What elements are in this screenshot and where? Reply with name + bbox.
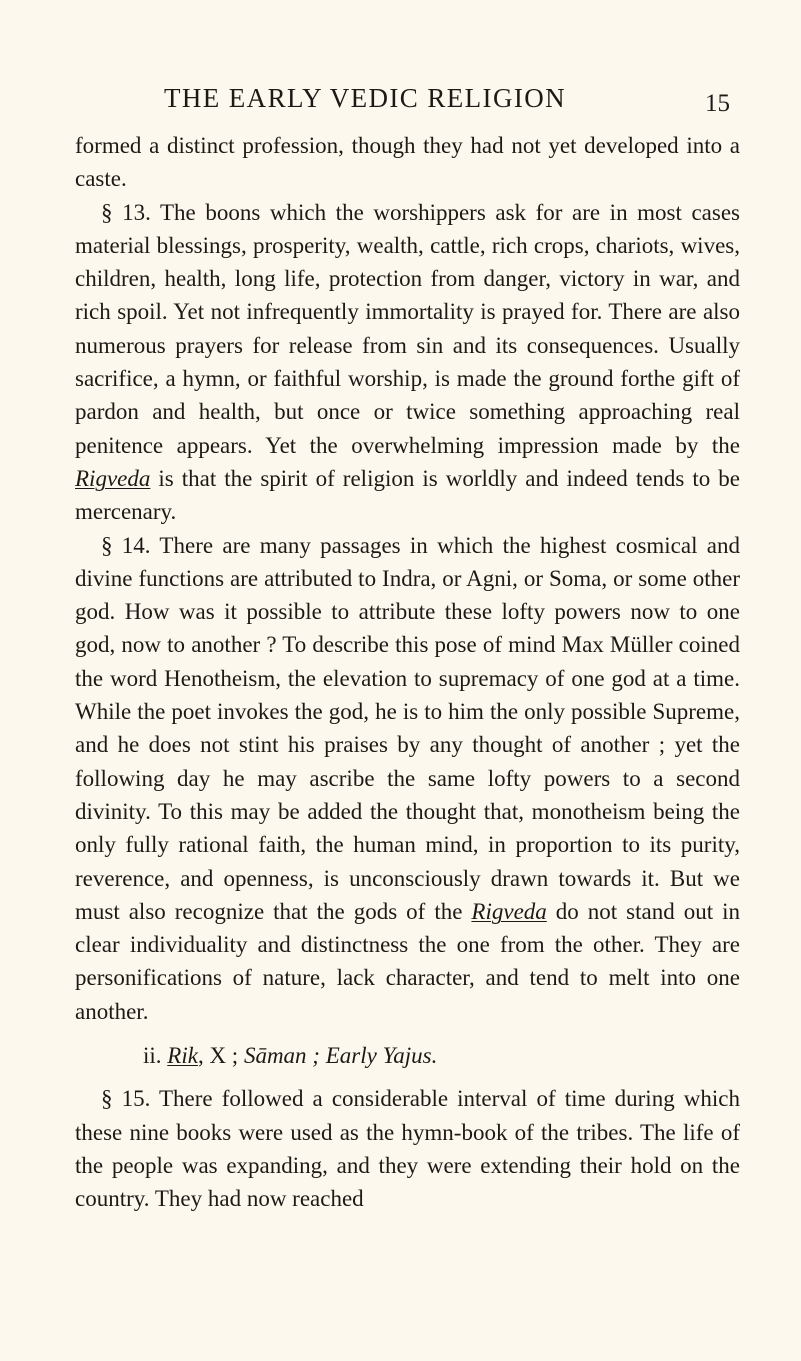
- subheading-yajus: Early Yajus.: [325, 1043, 438, 1069]
- running-head: THE EARLY VEDIC RELIGION: [163, 83, 567, 113]
- paragraph-continuation: formed a distinct profession, though they had not yet developed into a caste.: [75, 133, 740, 192]
- subheading: [75, 1039, 740, 1072]
- page-number: 15: [705, 90, 730, 117]
- subheading-numeral: ii.: [143, 1043, 162, 1069]
- work-title-rigveda: Rigveda: [471, 898, 547, 924]
- section-13-text-end: is that the spirit of religion is worldly and indeed tends to be mercenary.: [75, 465, 740, 525]
- paragraph-section-14: [75, 529, 740, 1028]
- section-13-text: § 13. The boons which the worshippers ask for are in most cases material blessings, prosperity, wealth, cattle, rich crops, chariots, wives, children, health, long life, protection from danger, victory in war, and rich spoil. Yet not infrequently immortality is prayed for. There are also numerous prayers for release from sin and its consequences. Usually sacrifice, a hymn, or faithful worship, is made the ground forthe gift of pardon and health, but once or twice something approaching real penitence appears. Yet the overwhelming impression made by the: [75, 199, 740, 458]
- paragraph-section-15: § 15. There followed a considerable interval of time during which these nine books were used as the hymn-book of the tribes. The life of the people was expanding, and they were extending their hold on the country. They had now reached: [75, 1086, 740, 1212]
- paragraph-section-13: [75, 196, 740, 529]
- section-14-text: § 14. There are many passages in which the highest cosmical and divine functions are attributed to Indra, or Agni, or Soma, or some other god. How was it possible to attribute these lofty powers now to one god, now to another ? To describe this pose of mind Max Müller coined the word Henotheism, the elevation to supremacy of one god at a time. While the poet invokes the god, he is to him the only possible Supreme, and he does not stint his praises by any thought of another ; yet the following day he may ascribe the same lofty powers to a second divinity. To this may be added the thought that, monotheism being the only fully rational faith, the human mind, in proportion to its purity, reverence, and openness, is unconsciously drawn towards it. But we must also recognize that the gods of the: [75, 532, 740, 924]
- work-title-rigveda: Rigveda: [75, 465, 151, 491]
- subheading-saman: Sāman ;: [243, 1043, 320, 1069]
- subheading-rik: Rik: [167, 1043, 198, 1069]
- subheading-book: , X ;: [197, 1043, 244, 1069]
- section-14-text-end: do not stand out in clear individuality and distinctness the one from the other. They are personifications of nature, lack character, and tend to melt into one another.: [75, 898, 740, 1024]
- body-text: [75, 129, 740, 1216]
